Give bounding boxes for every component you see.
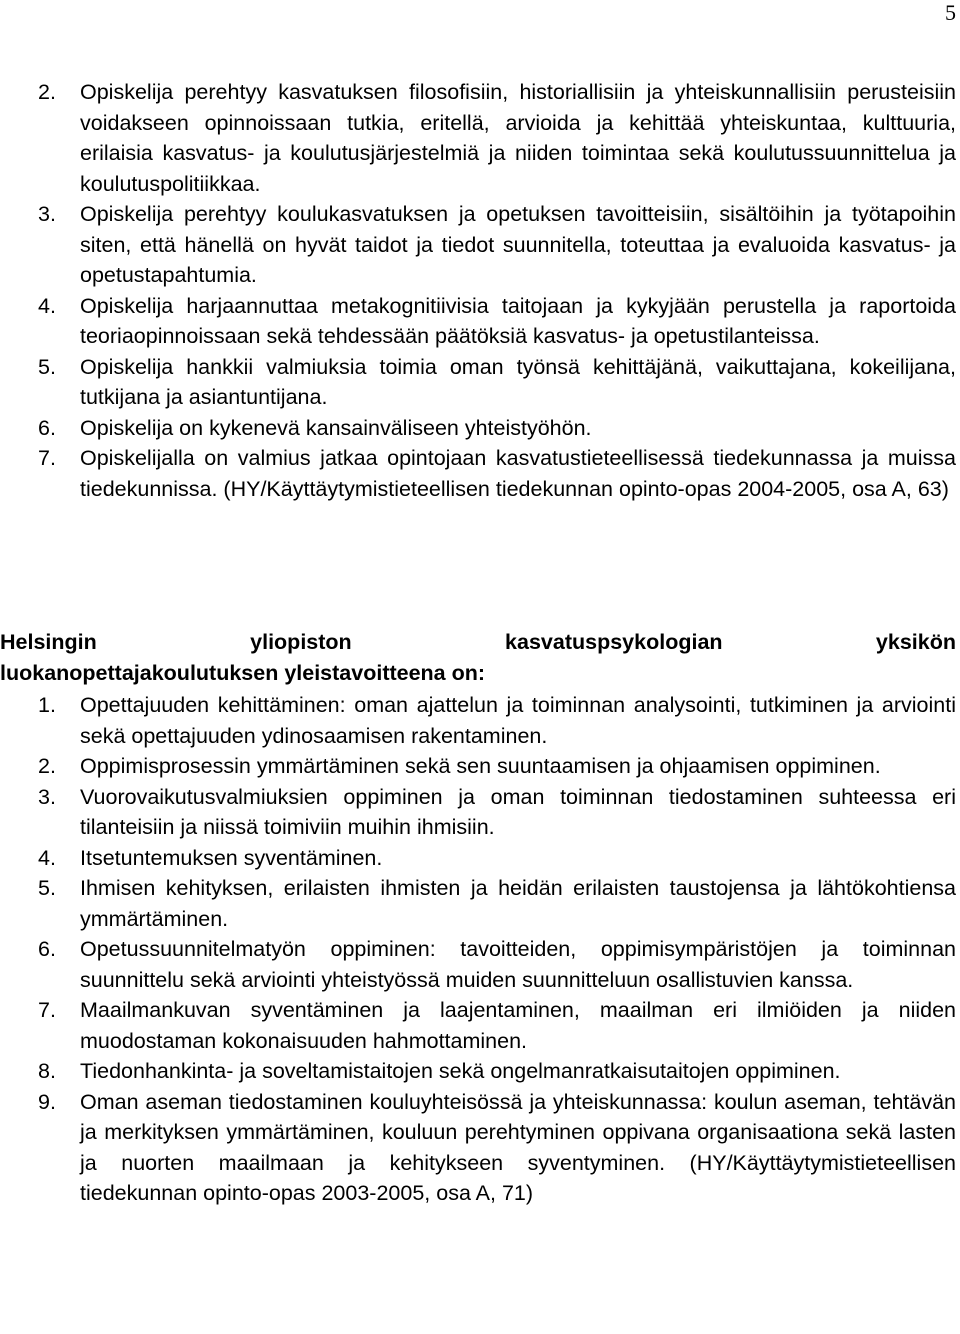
list-item-number: 4.: [38, 293, 56, 318]
list-item-number: 6.: [38, 937, 56, 961]
list-item-text: Oppimisprosessin ymmärtäminen sekä sen suuntaamisen ja ohjaamisen oppiminen.: [80, 754, 881, 778]
list-item: [0, 934, 956, 995]
list-item-text: Opetussuunnitelmatyön oppiminen: tavoitteiden, oppimisympäristöjen ja toiminnan suunnittelu sekä arviointi yhteistyössä muiden suunnitteluun osallistuvien kanssa.: [80, 937, 956, 992]
list-item-text: Opiskelija hankkii valmiuksia toimia oman työnsä kehittäjänä, vaikuttajana, kokeilijana, tutkijana ja asiantuntijana.: [80, 354, 956, 409]
list-item-number: 7.: [38, 998, 56, 1022]
list-item-number: 7.: [38, 446, 56, 470]
list-item: [0, 995, 956, 1056]
list-item-number: 2.: [38, 80, 56, 104]
section-heading-line-1: Helsingin yliopiston kasvatuspsykologian yksikön: [0, 630, 956, 654]
list-item: [0, 751, 956, 782]
list-item: [0, 352, 956, 413]
section-heading-line-2: luokanopettajakoulutuksen yleistavoitteena on:: [0, 660, 486, 685]
list-item: [0, 843, 956, 874]
list-item-text: Oman aseman tiedostaminen kouluyhteisössä ja yhteiskunnassa: koulun aseman, tehtävän ja merkityksen ymmärtäminen, kouluun perehtyminen oppivana organisaationa sekä lasten ja nuorten maailmaan ja kehitykseen syventyminen. (HY/Käyttäytymistieteellisen tiedekunnan opinto-opas 2003-2005, osa A, 71): [80, 1089, 956, 1205]
list-item: [0, 77, 956, 199]
list-item-number: 3.: [38, 784, 56, 809]
list-item-text: Opiskelija on kykenevä kansainväliseen yhteistyöhön.: [80, 415, 592, 440]
list-item-text: Maailmankuvan syventäminen ja laajentaminen, maailman eri ilmiöiden ja niiden muodostaman kokonaisuuden hahmottaminen.: [80, 998, 956, 1053]
list-item-number: 8.: [38, 1059, 56, 1083]
list-item: [0, 291, 956, 352]
list-item-text: Vuorovaikutusvalmiuksien oppiminen ja oman toiminnan tiedostaminen suhteessa eri tilanteisiin ja niissä toimiviin muihin ihmisiin.: [80, 784, 956, 839]
list-item: [0, 413, 956, 444]
list-item: [0, 443, 956, 504]
list-item: [0, 873, 956, 934]
list-item: [0, 1087, 956, 1209]
list-item-number: 9.: [38, 1089, 56, 1114]
list-item-text: Ihmisen kehityksen, erilaisten ihmisten ja heidän erilaisten taustojensa ja lähtökohtiensa ymmärtäminen.: [80, 876, 956, 931]
list-item-text: Opiskelija perehtyy koulukasvatuksen ja opetuksen tavoitteisiin, sisältöihin ja työtapoihin siten, että hänellä on hyvät taidot ja tiedot suunnitella, toteuttaa ja evaluoida kasvatus- ja opetustapahtumia.: [80, 202, 956, 287]
list-item-number: 2.: [38, 754, 56, 778]
list-item-number: 5.: [38, 876, 56, 900]
list-item: [0, 199, 956, 291]
section-heading: [0, 627, 956, 688]
list-item-number: 3.: [38, 202, 56, 226]
list-item-number: 5.: [38, 354, 56, 379]
list-item-text: Tiedonhankinta- ja soveltamistaitojen sekä ongelmanratkaisutaitojen oppiminen.: [80, 1059, 841, 1083]
list-item-text: Opettajuuden kehittäminen: oman ajattelun ja toiminnan analysointi, tutkiminen ja arviointi sekä opettajuuden ydinosaamisen rakentaminen.: [80, 693, 956, 748]
list-item-number: 4.: [38, 845, 56, 870]
list-item: [0, 782, 956, 843]
page-number: 5: [945, 0, 956, 25]
list-item-text: Opiskelijalla on valmius jatkaa opintojaan kasvatustieteellisessä tiedekunnassa ja muissa tiedekunnissa. (HY/Käyttäytymistieteellisen tiedekunnan opinto-opas 2004-2005, osa A, 63): [80, 446, 956, 501]
list-item-text: Itsetuntemuksen syventäminen.: [80, 845, 383, 870]
objectives-list: [0, 77, 956, 504]
goals-list: [0, 690, 956, 1209]
list-item: [0, 1056, 956, 1087]
list-item: [0, 690, 956, 751]
list-item-number: 6.: [38, 415, 56, 440]
list-item-text: Opiskelija harjaannuttaa metakognitiivisia taitojaan ja kykyjään perustella ja raportoida teoriaopinnoissaan sekä tehdessään päätöksiä kasvatus- ja opetustilanteissa.: [80, 293, 956, 348]
list-item-number: 1.: [38, 693, 56, 717]
list-item-text: Opiskelija perehtyy kasvatuksen filosofisiin, historiallisiin ja yhteiskunnallisiin perusteisiin voidakseen opinnoissaan tutkia, eritellä, arvioida ja kehittää yhteiskuntaa, kulttuuria, erilaisia kasvatus- ja koulutusjärjestelmiä ja niiden toimintaa sekä koulutussuunnittelua ja koulutuspolitiikkaa.: [80, 80, 956, 196]
